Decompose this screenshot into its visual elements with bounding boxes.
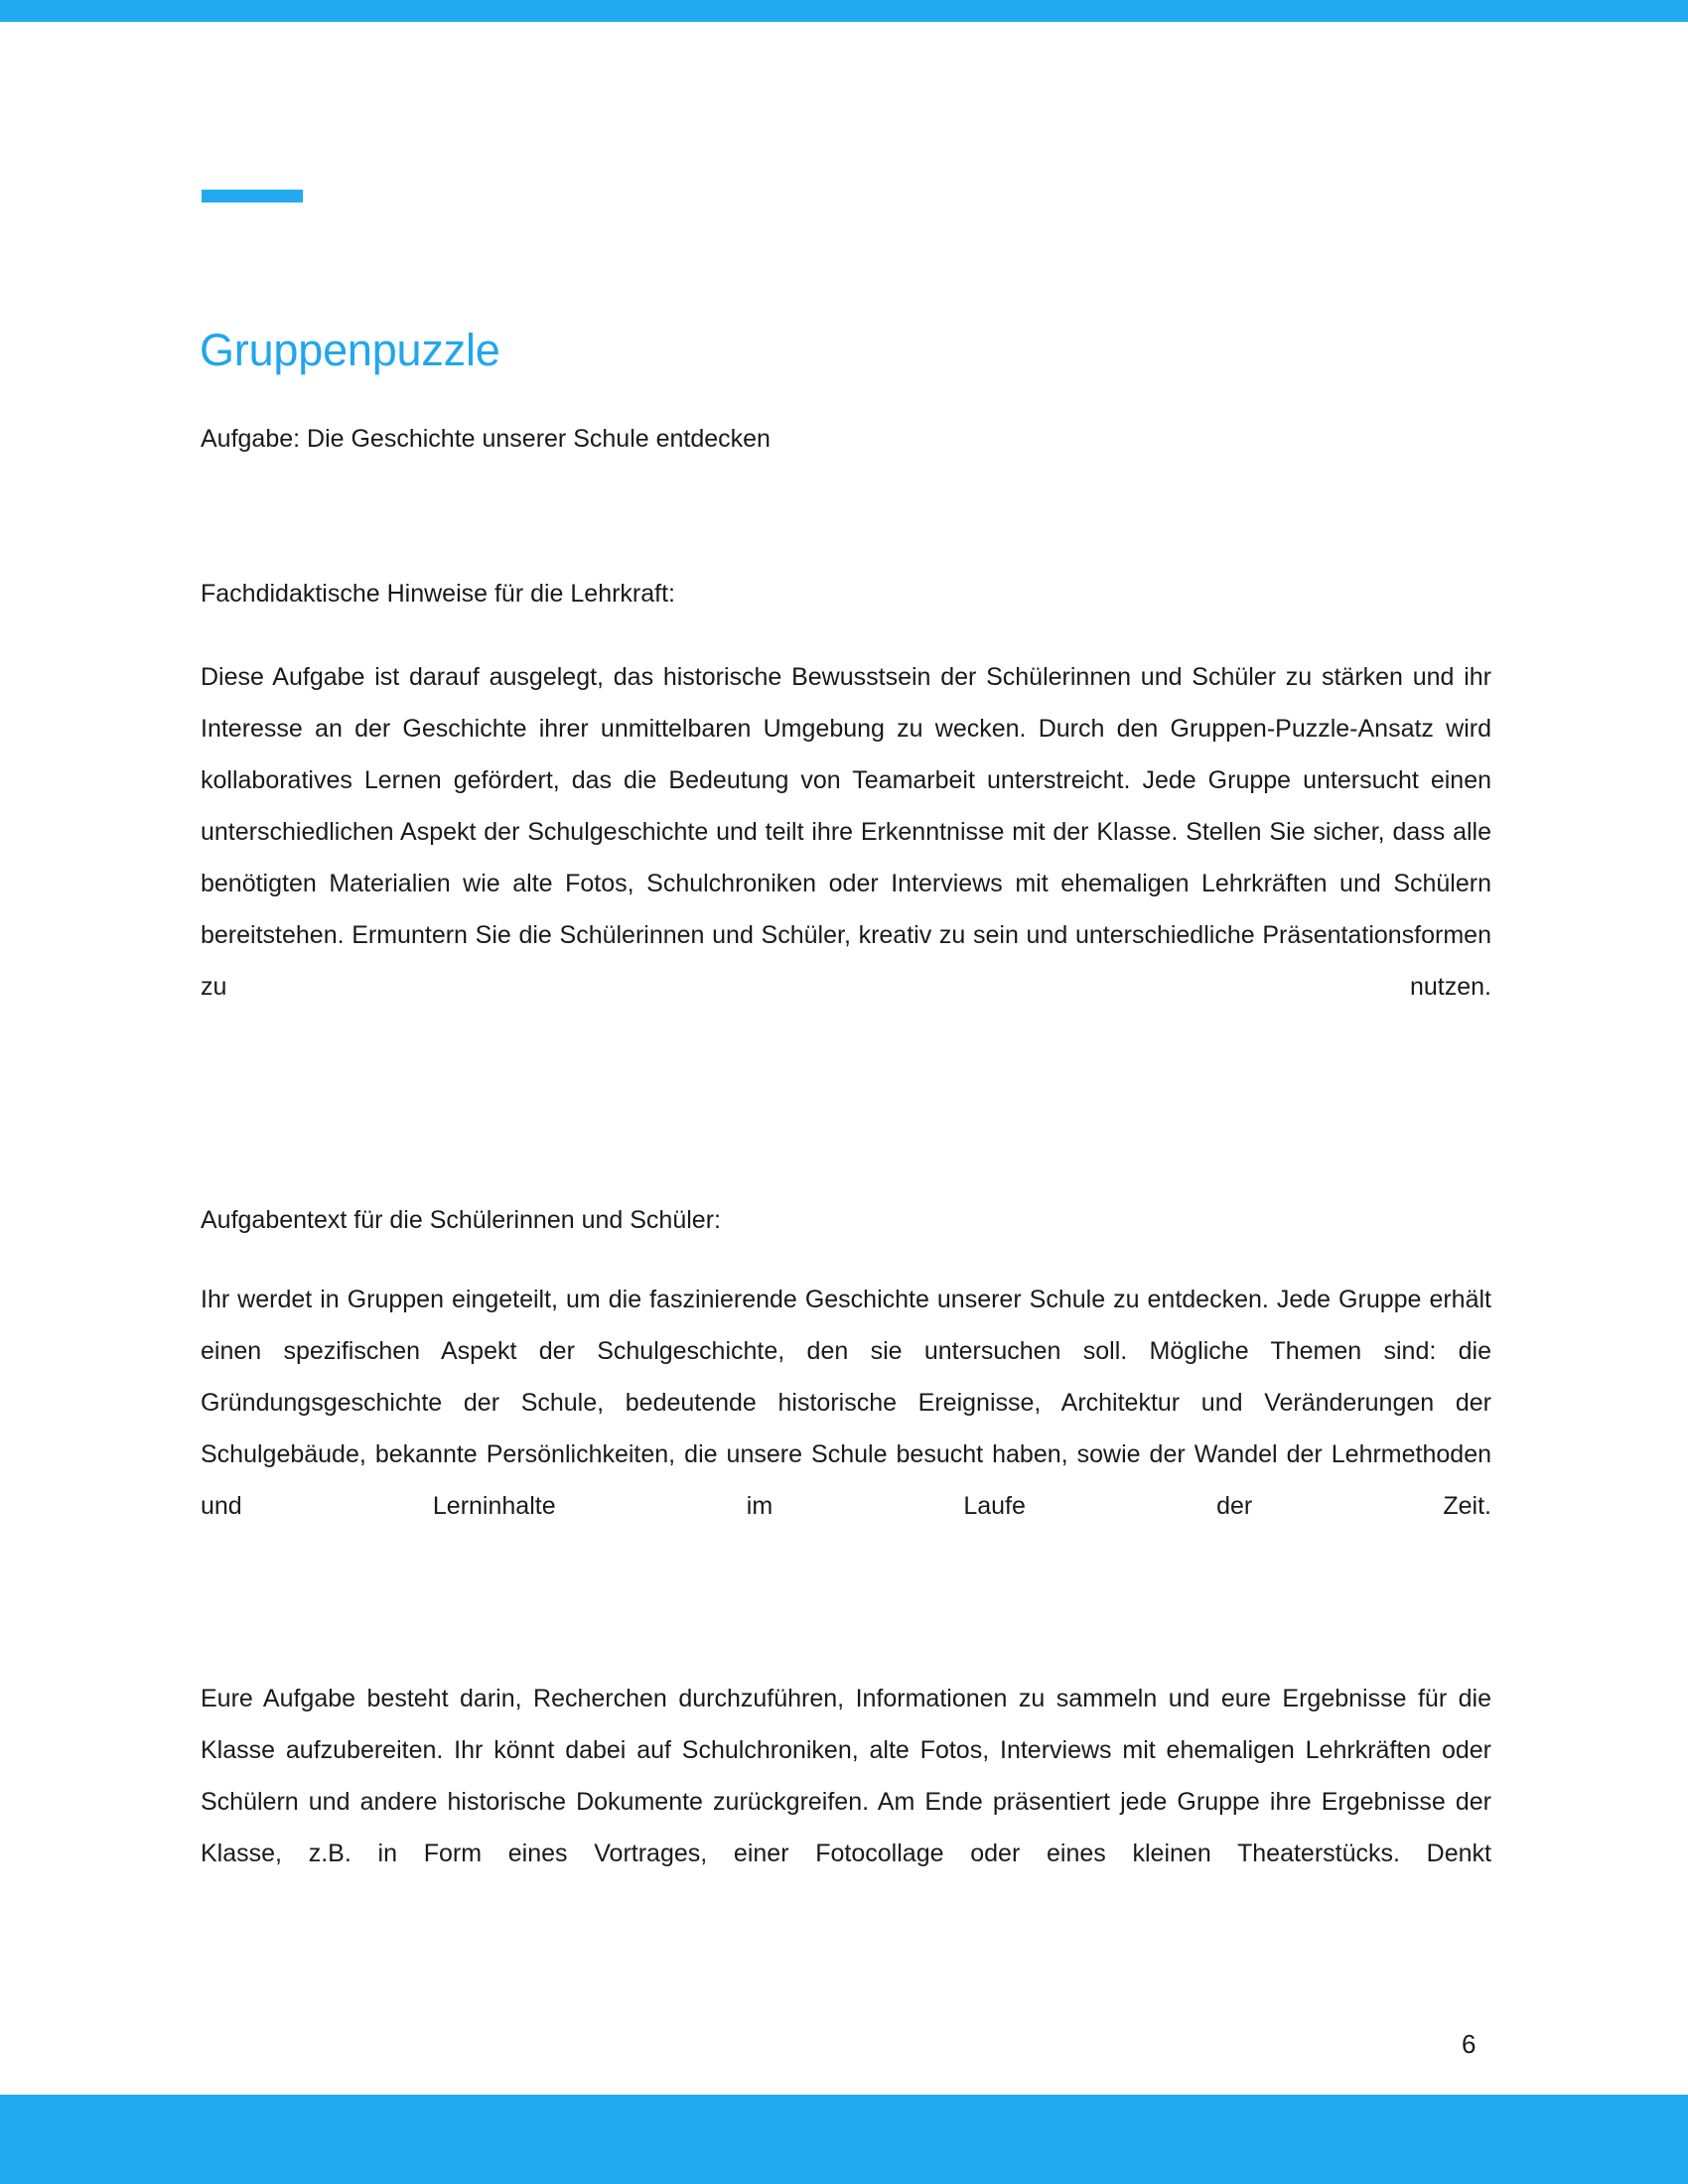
paragraph-student-task-1: Ihr werdet in Gruppen eingeteilt, um die faszinierende Geschichte unserer Schule zu entdecken. Jede Gruppe erhält einen spezifischen Aspekt der Schulgeschichte, den sie untersuchen soll. Mögliche Themen sind: die Gründungsgeschichte der Schule, bedeutende historische Ereignisse, Architektur und Veränderungen der Schulgebäude, bekannte Persönlichkeiten, die unsere Schule besucht haben, sowie der Wandel der Lehrmethoden und Lerninhalte im Laufe der Zeit. <box>201 1286 1491 1520</box>
bottom-accent-bar <box>0 2095 1688 2184</box>
paragraph-student-task-2: Eure Aufgabe besteht darin, Recherchen durchzuführen, Informationen zu sammeln und eure Ergebnisse für die Klasse aufzubereiten. Ihr könnt dabei auf Schulchroniken, alte Fotos, Interviews mit ehemaligen Lehrkräften oder Schülern und andere historische Dokumente zurückgreifen. Am Ende präsentiert jede Gruppe ihre Ergebnisse der Klasse, z.B. in Form eines Vortrages, einer Fotocollage oder eines kleinen Theaterstücks. Denkt <box>201 1685 1491 1867</box>
top-accent-bar <box>0 0 1688 22</box>
section-heading-teacher-notes: Fachdidaktische Hinweise für die Lehrkraft: <box>201 579 676 608</box>
page-number: 6 <box>1462 2029 1477 2059</box>
document-subtitle: Aufgabe: Die Geschichte unserer Schule entdecken <box>201 425 771 453</box>
page-title: Gruppenpuzzle <box>200 325 500 376</box>
paragraph-teacher-notes: Diese Aufgabe ist darauf ausgelegt, das historische Bewusstsein der Schülerinnen und Schüler zu stärken und ihr Interesse an der Geschichte ihrer unmittelbaren Umgebung zu wecken. Durch den Gruppen-Puzzle-Ansatz wird kollaboratives Lernen gefördert, das die Bedeutung von Teamarbeit unterstreicht. Jede Gruppe untersucht einen unterschiedlichen Aspekt der Schulgeschichte und teilt ihre Erkenntnisse mit der Klasse. Stellen Sie sicher, dass alle benötigten Materialien wie alte Fotos, Schulchroniken oder Interviews mit ehemaligen Lehrkräften und Schülern bereitstehen. Ermuntern Sie die Schülerinnen und Schüler, kreativ zu sein und unterschiedliche Präsentationsformen zu nutzen. <box>201 663 1491 1001</box>
section-heading-student-task: Aufgabentext für die Schülerinnen und Schüler: <box>201 1205 721 1234</box>
title-accent-dash <box>202 190 303 203</box>
